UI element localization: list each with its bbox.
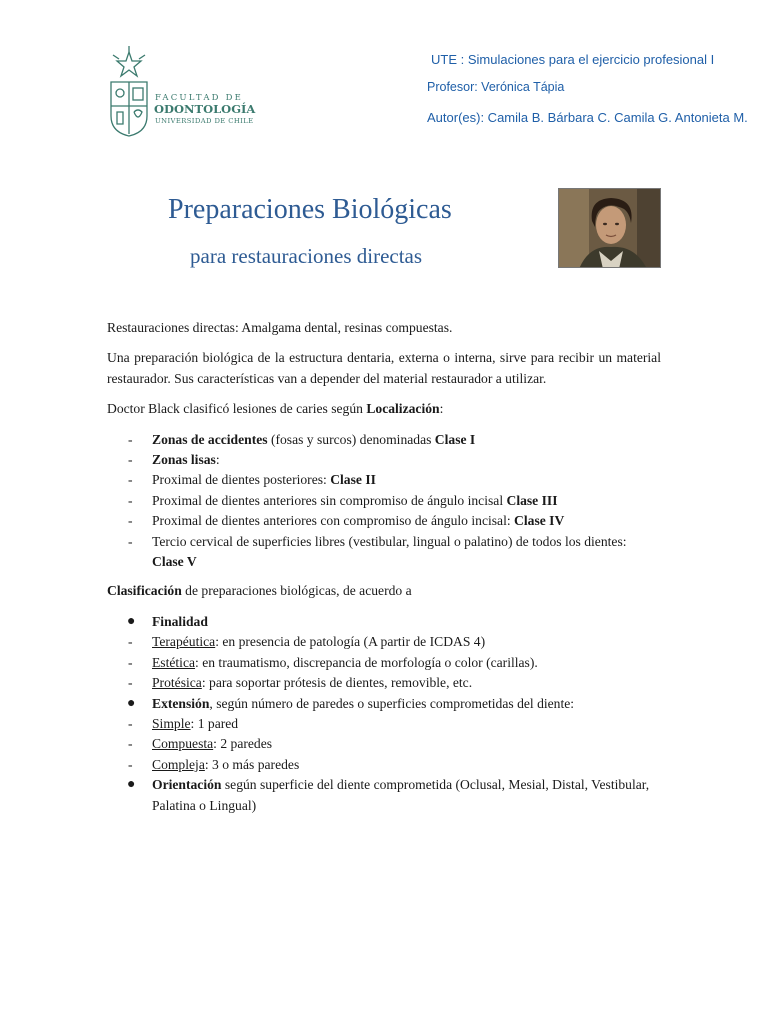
list-item: - Proximal de dientes anteriores sin compromiso de ángulo incisal Clase III <box>107 491 661 511</box>
logo-line2: ODONTOLOGÍA <box>154 102 256 116</box>
list-item: - Compuesta: 2 paredes <box>107 734 661 754</box>
page-title: Preparaciones Biológicas <box>168 194 452 225</box>
black-class-list <box>107 430 661 573</box>
bullet-marker: ● <box>127 777 136 793</box>
dash-marker: - <box>128 513 133 529</box>
dash-marker: - <box>128 736 133 752</box>
logo-line3: UNIVERSIDAD DE CHILE <box>155 117 254 125</box>
dash-marker: - <box>128 492 133 508</box>
definition-paragraph: Una preparación biológica de la estructura dentaria, externa o interna, sirve para recibir un material restaurador. Sus características van a depender del material restaurador a utilizar. <box>107 350 661 386</box>
bullet-marker: ● <box>127 613 136 629</box>
bullet-marker: ● <box>127 695 136 711</box>
dash-marker: - <box>128 756 133 772</box>
portrait-photo <box>558 188 661 268</box>
black-classification-intro: Doctor Black clasificó lesiones de caries según Localización: <box>107 401 444 417</box>
course-name: UTE : Simulaciones para el ejercicio profesional I <box>431 52 715 67</box>
dash-marker: - <box>128 675 133 691</box>
list-item: - Terapéutica: en presencia de patología (A partir de ICDAS 4) <box>107 632 661 652</box>
dash-marker: - <box>128 533 133 549</box>
star-icon <box>113 46 145 76</box>
list-item: ● Finalidad <box>107 612 661 632</box>
list-item: ● Orientación según superficie del diente comprometida (Oclusal, Mesial, Distal, Vestibular, Palatina o Lingual) <box>127 777 650 813</box>
page-subtitle: para restauraciones directas <box>190 244 423 268</box>
list-item: - Zonas lisas: <box>107 450 661 470</box>
preparation-class-list <box>107 612 661 816</box>
dash-marker: - <box>128 431 133 447</box>
shield-icon <box>111 82 147 136</box>
list-item: - Compleja: 3 o más paredes <box>107 755 661 775</box>
list-item: - Protésica: para soportar prótesis de dientes, removible, etc. <box>107 673 661 693</box>
dash-marker: - <box>128 472 133 488</box>
document-body <box>107 318 661 825</box>
intro-paragraph: Restauraciones directas: Amalgama dental, resinas compuestas. <box>107 320 453 335</box>
logo-line1: FACULTAD DE <box>155 93 243 103</box>
faculty-logo <box>107 46 277 138</box>
list-item: - Estética: en traumatismo, discrepancia de morfología o color (carillas). <box>107 653 661 673</box>
teacher-name: Profesor: Verónica Tápia <box>427 80 565 94</box>
list-item: - Proximal de dientes posteriores: Clase II <box>107 470 661 490</box>
list-item: - Zonas de accidentes (fosas y surcos) denominadas Clase I <box>107 430 661 450</box>
list-item: - Simple: 1 pared <box>107 714 661 734</box>
list-item: - Proximal de dientes anteriores con compromiso de ángulo incisal: Clase IV <box>107 511 661 531</box>
classification-intro: Clasificación de preparaciones biológicas, de acuerdo a <box>107 583 412 599</box>
list-item: ● Extensión, según número de paredes o superficies comprometidas del diente: <box>107 694 661 714</box>
dash-marker: - <box>128 715 133 731</box>
authors: Autor(es): Camila B. Bárbara C. Camila G. Antonieta M. <box>427 110 748 125</box>
dash-marker: - <box>128 452 133 468</box>
dash-marker: - <box>128 634 133 650</box>
list-item: - Tercio cervical de superficies libres (vestibular, lingual o palatino) de todos los dientes: Clase V <box>128 533 627 570</box>
dash-marker: - <box>128 654 133 670</box>
